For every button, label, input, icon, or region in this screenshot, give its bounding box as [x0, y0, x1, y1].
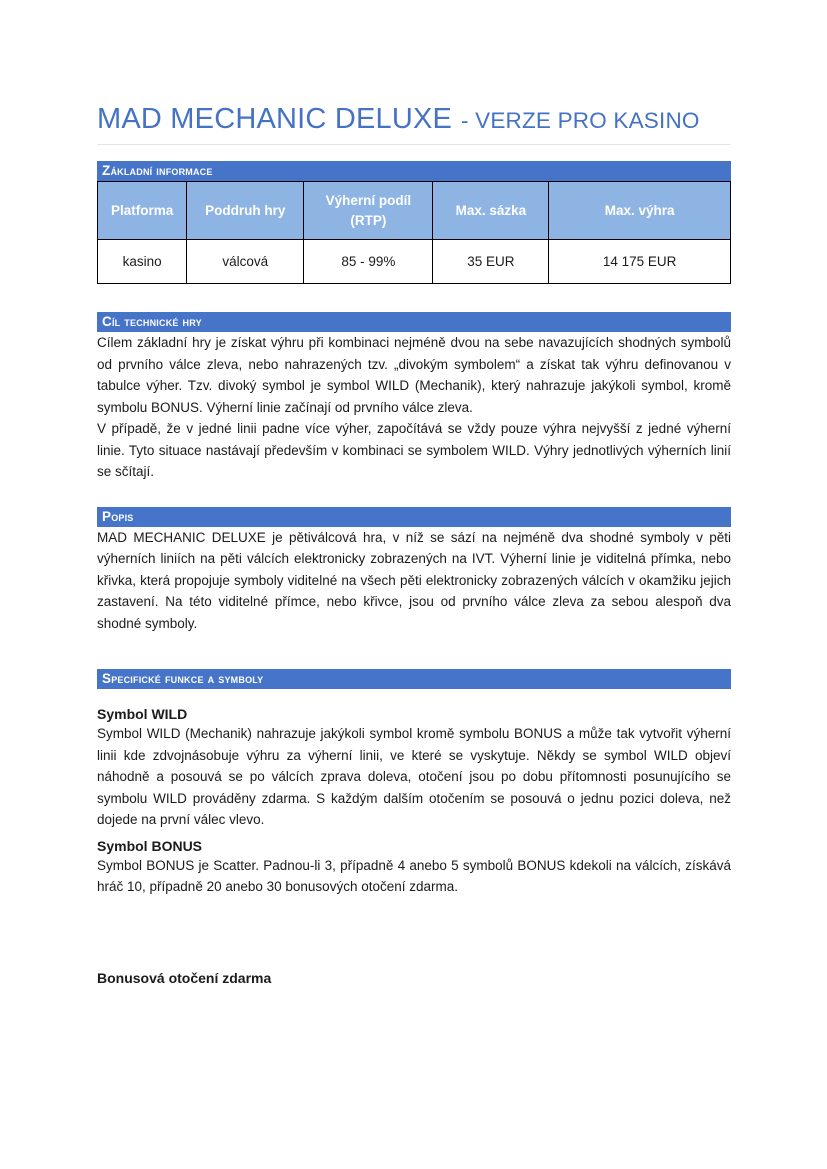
- subheading-symbol-wild: Symbol WILD: [97, 706, 188, 722]
- cell-vyherni-podil: 85 - 99%: [304, 240, 433, 284]
- section-header-popis: Popis: [97, 507, 731, 527]
- col-header-poddruh-hry: Poddruh hry: [187, 182, 304, 240]
- subheading-symbol-bonus: Symbol BONUS: [97, 837, 203, 854]
- paragraph-symbol-wild: Symbol WILD (Mechanik) nahrazuje jakýkoli symbol kromě symbolu BONUS a může tak vytvořit výherní linii kde zdvojnásobuje výhru za výherní linii, ve které se vyskytuje. Někdy se symbol WILD objeví náhodně a posouvá se po válcích zprava doleva, otočení jsou po dobu přítomnosti posunujícího se symbolu WILD prováděny zdarma. S každým dalším otočením se posouvá o jednu pozici doleva, než dojede na první válec vlevo.: [97, 726, 731, 827]
- col-header-platforma: Platforma: [98, 182, 187, 240]
- paragraph-cil-2: V případě, že v jedné linii padne více výher, započítává se vždy pouze výhra nejvyšší z jedné výherní linie. Tyto situace nastávají především v kombinaci se symbolem WILD. Výhry jednotlivých výherních linií se sčítají.: [97, 421, 731, 479]
- document-title-main: MAD MECHANIC DELUXE: [97, 103, 453, 135]
- section-header-cil-technicke-hry: Cíl technické hry: [97, 312, 731, 332]
- cell-max-vyhra: 14 175 EUR: [549, 240, 731, 284]
- col-header-vyherni-podil-rtp: Výherní podíl (RTP): [304, 182, 433, 240]
- col-header-max-sazka: Max. sázka: [433, 182, 549, 240]
- title-space: [452, 99, 461, 135]
- cell-platforma: kasino: [98, 240, 187, 284]
- table-header-row: [98, 182, 731, 240]
- section-header-zakladni-informace: Základní informace: [97, 161, 731, 181]
- basic-info-table: [97, 181, 731, 284]
- paragraph-symbol-bonus: Symbol BONUS je Scatter. Padnou-li 3, případně 4 anebo 5 symbolů BONUS kdekoli na válcích, získává hráč 10, případně 20 anebo 30 bonusových otočení zdarma.: [97, 857, 731, 894]
- document-content: [97, 0, 731, 987]
- document-title-suffix: - VERZE PRO KASINO: [460, 108, 700, 133]
- paragraph-popis: MAD MECHANIC DELUXE je pětiválcová hra, v níž se sází na nejméně dva shodné symboly v pěti výherních liniích na pěti válcích elektronicky zobrazených na IVT. Výherní linie je viditelná přímka, nebo křivka, která propojuje symboly viditelné na všech pěti elektronicky zobrazených válcích v okamžiku jejich zastavení. Na této viditelné přímce, nebo křivce, jsou od prvního válce zleva za sebou alespoň dva shodné symboly.: [97, 529, 731, 631]
- document-title: [97, 97, 731, 145]
- subheading-bonusova-otoceni-zdarma: Bonusová otočení zdarma: [97, 969, 272, 986]
- col-header-max-vyhra: Max. výhra: [549, 182, 731, 240]
- cell-poddruh-hry: válcová: [187, 240, 304, 284]
- section-header-specificke-funkce-a-symboly: Specifické funkce a symboly: [97, 669, 731, 689]
- table-row: [98, 240, 731, 284]
- cell-max-sazka: 35 EUR: [433, 240, 549, 284]
- paragraph-cil-1: Cílem základní hry je získat výhru při kombinaci nejméně dvou na sebe navazujících shodných symbolů od prvního válce zleva, nebo nahrazených tzv. „divokým symbolem“ a získat tak výhru definovanou v tabulce výher. Tzv. divoký symbol je symbol WILD (Mechanik), který nahrazuje jakýkoli symbol, kromě symbolu BONUS. Výherní linie začínají od prvního válce zleva.: [97, 335, 731, 415]
